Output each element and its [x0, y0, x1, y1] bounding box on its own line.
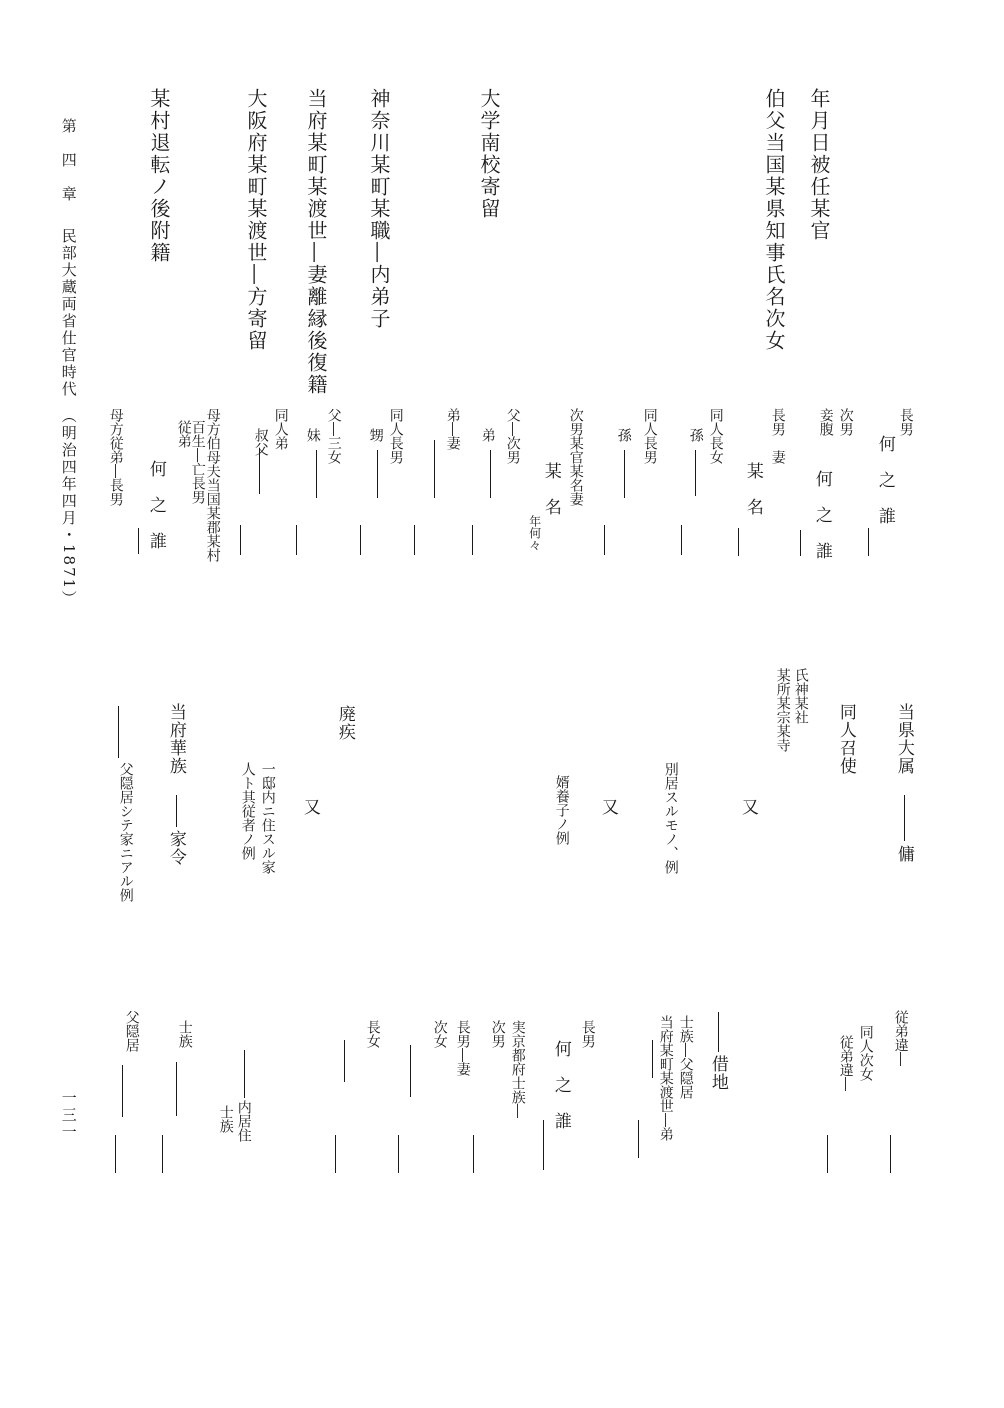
mid-line-9 [472, 525, 473, 555]
mid-item-9: 孫 [687, 428, 704, 442]
lower-line-3 [118, 706, 119, 758]
lower-item-3: 同人召使 [835, 703, 856, 775]
period-label: （明治四年四月・1871） [59, 408, 78, 608]
mid-item-11: 孫 [615, 428, 632, 442]
mid-item-27: 何 之 誰 [145, 460, 166, 550]
mid-item-16: 弟 [479, 428, 496, 442]
top-line-1: 年月日被任某官 [807, 88, 831, 242]
mid-item-7: 某 名 [742, 462, 763, 516]
mid-line-10 [434, 440, 435, 498]
bottom-item-3: 従弟違― [837, 1035, 854, 1091]
mid-line-2 [800, 530, 801, 556]
lower-item-5: 某所某宗某寺 [774, 668, 791, 752]
bottom-line-2 [827, 1135, 828, 1173]
bottom-item-14: 内居住 [235, 1100, 252, 1142]
mid-line-17 [240, 525, 241, 555]
bottom-line-3 [718, 1012, 719, 1052]
bottom-line-5 [638, 1120, 639, 1158]
mid-item-10: 同人長男 [641, 408, 658, 464]
lower-item-7: 別居スルモノ、例 [662, 762, 679, 874]
mid-item-5: 何 之 誰 [811, 470, 832, 560]
mid-line-18 [138, 528, 139, 554]
lower-item-11: 一邸内ニ住スル家 [259, 762, 276, 874]
mid-item-20: 父―三女 [325, 408, 342, 464]
mid-item-24: 母方伯母夫当国某郡某村 [204, 408, 221, 562]
mid-item-12: 次男某官某名妻 [567, 408, 584, 506]
bottom-line-7 [473, 1135, 474, 1173]
bottom-line-12 [244, 1050, 245, 1098]
lower-item-6: 又 [737, 798, 758, 816]
mid-line-13 [360, 525, 361, 555]
mid-line-15 [296, 525, 297, 555]
mid-item-22: 同人弟 [272, 408, 289, 450]
bottom-item-10: 次男 [489, 1020, 506, 1048]
section-title: 民部大蔵両省仕官時代 [59, 228, 78, 398]
mid-item-3: 次男 [837, 408, 854, 436]
bottom-line-4 [652, 1040, 653, 1078]
top-line-2: 伯父当国某県知事氏名次女 [762, 88, 786, 352]
bottom-item-16: 士族 [176, 1020, 193, 1048]
bottom-item-1: 従弟違― [892, 1010, 909, 1066]
lower-item-9: 婿養子ノ例 [553, 775, 570, 845]
bottom-item-6: 当府某町某渡世―弟 [657, 1015, 674, 1141]
bottom-line-8 [410, 1045, 411, 1097]
mid-line-11 [414, 525, 415, 555]
bottom-item-2: 同人次女 [857, 1025, 874, 1081]
lower-item-14: 当府華族 [165, 703, 186, 775]
mid-item-14: 年何々 [527, 515, 542, 551]
mid-line-14 [316, 450, 317, 498]
top-line-3: 大学南校寄留 [477, 88, 501, 220]
bottom-item-11: 長男―妻 [454, 1020, 471, 1076]
lower-item-13: 又 [299, 798, 320, 816]
mid-item-26: 従弟 [175, 420, 192, 448]
mid-line-16 [259, 448, 260, 494]
bottom-item-13: 長女 [364, 1020, 381, 1048]
bottom-line-6 [543, 1120, 544, 1170]
bottom-item-7: 長男 [579, 1020, 596, 1048]
top-line-5: 当府某町某渡世―妻離縁後復籍 [304, 88, 328, 396]
mid-item-23: 叔父 [252, 428, 269, 456]
top-line-7: 某村退転ノ後附籍 [147, 88, 171, 264]
mid-item-18: 同人長男 [387, 408, 404, 464]
mid-line-6 [624, 450, 625, 498]
mid-line-1 [868, 528, 869, 556]
mid-item-28: 母方従弟―長男 [107, 408, 124, 506]
lower-line-2 [176, 795, 177, 827]
bottom-line-14 [162, 1135, 163, 1173]
mid-item-6: 長男 妻 [769, 408, 786, 464]
bottom-line-16 [115, 1135, 116, 1173]
mid-line-12 [377, 450, 378, 498]
mid-item-2: 何 之 誰 [874, 435, 895, 525]
lower-item-12: 人ト其従者ノ例 [239, 762, 256, 860]
lower-item-2: 傭 [893, 845, 914, 863]
mid-item-1: 長男 [897, 408, 914, 436]
mid-line-5 [681, 525, 682, 555]
bottom-item-9: 実京都府士族― [509, 1020, 526, 1118]
bottom-item-4: 借地 [707, 1055, 728, 1091]
top-line-6: 大阪府某町某渡世―方寄留 [244, 88, 268, 352]
mid-item-15: 父―次男 [504, 408, 521, 464]
mid-item-4: 妾腹 [817, 408, 834, 436]
page-number: 一三一 [59, 1090, 78, 1141]
top-line-4: 神奈川某町某職―内弟子 [367, 88, 391, 330]
lower-line-1 [904, 795, 905, 841]
mid-item-8: 同人長女 [707, 408, 724, 464]
lower-item-4: 氏神某社 [792, 668, 809, 724]
lower-item-10: 廃疾 [334, 705, 355, 741]
lower-item-8: 又 [597, 798, 618, 816]
bottom-line-9 [398, 1135, 399, 1173]
bottom-line-15 [122, 1065, 123, 1117]
mid-line-3 [738, 528, 739, 556]
bottom-item-15: 士族 [217, 1105, 234, 1133]
mid-line-8 [490, 450, 491, 498]
lower-item-16: 父隠居シテ家ニアル例 [117, 762, 134, 902]
mid-line-4 [695, 450, 696, 496]
bottom-item-17: 父隠居 [123, 1010, 140, 1052]
bottom-line-10 [344, 1040, 345, 1082]
mid-item-21: 妹 [304, 428, 321, 442]
bottom-line-1 [890, 1135, 891, 1173]
lower-item-1: 当県大属 [893, 703, 914, 775]
mid-item-19: 甥 [367, 428, 384, 442]
bottom-item-12: 次女 [431, 1020, 448, 1048]
bottom-item-5: 士族―父隠居 [677, 1015, 694, 1099]
mid-line-7 [604, 525, 605, 555]
mid-item-17: 弟―妻 [444, 408, 461, 450]
bottom-item-8: 何 之 誰 [550, 1040, 571, 1130]
mid-item-25: 百生―亡長男 [189, 420, 206, 504]
bottom-line-13 [176, 1062, 177, 1116]
bottom-line-11 [335, 1135, 336, 1173]
lower-item-15: 家令 [165, 830, 186, 866]
mid-item-13: 某 名 [540, 462, 561, 516]
chapter-label: 第 四 章 [59, 118, 78, 203]
